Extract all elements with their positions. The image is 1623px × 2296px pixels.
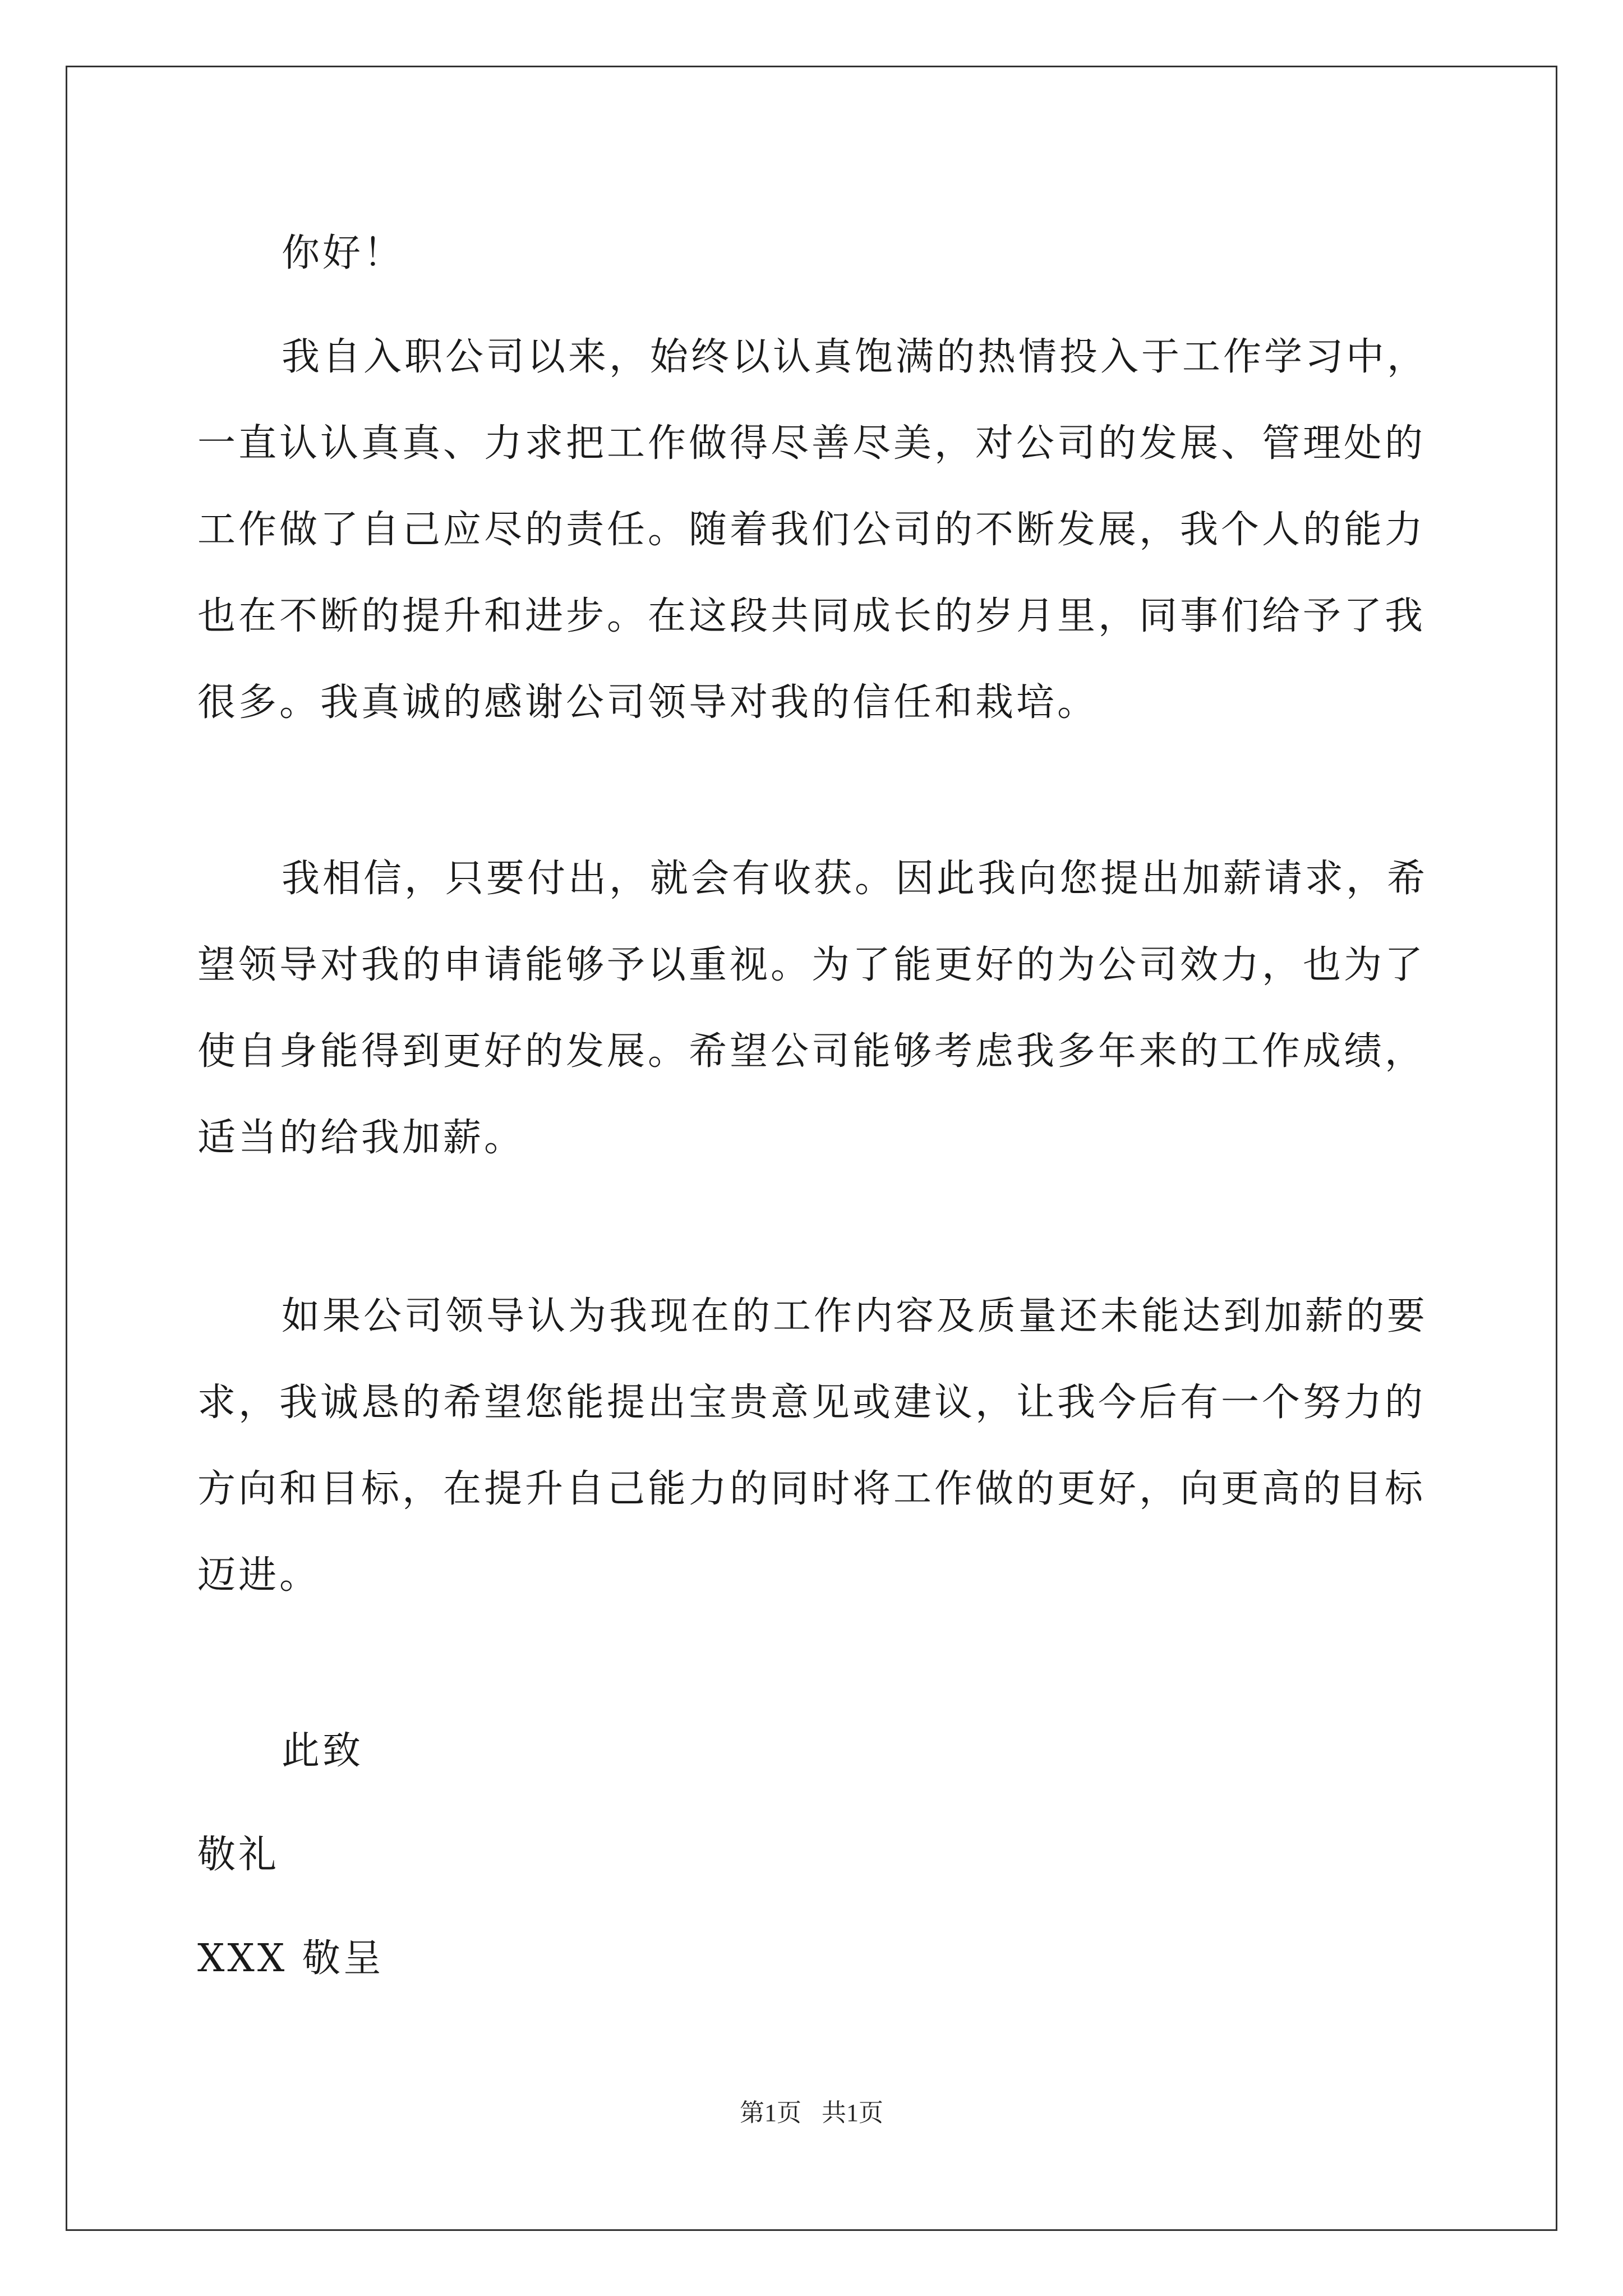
page-footer: [0, 2096, 1623, 2130]
paragraph-2-line: 望领导对我的申请能够予以重视。为了能更好的为公司效力，也为了: [197, 943, 1426, 987]
paragraph-1-line: 我自入职公司以来，始终以认真饱满的热情投入于工作学习中，: [282, 335, 1428, 379]
paragraph-1-line: 也在不断的提升和进步。在这段共同成长的岁月里，同事们给予了我: [197, 594, 1426, 638]
paragraph-2: [197, 836, 1437, 1181]
paragraph-1: [197, 314, 1437, 746]
page-number: 第1页: [740, 2099, 801, 2127]
paragraph-1-line: 工作做了自己应尽的责任。随着我们公司的不断发展，我个人的能力: [197, 508, 1426, 552]
paragraph-2-line: 使自身能得到更好的发展。希望公司能够考虑我多年来的工作成绩，: [197, 1029, 1426, 1074]
paragraph-2-line: 适当的给我加薪。: [197, 1116, 525, 1160]
paragraph-3-line: 求，我诚恳的希望您能提出宝贵意见或建议，让我今后有一个努力的: [197, 1381, 1426, 1425]
closing-salutation: 此致: [282, 1729, 364, 1773]
greeting: 你好！: [282, 231, 405, 275]
paragraph-3-line: 方向和目标，在提升自己能力的同时将工作做的更好，向更高的目标: [197, 1467, 1426, 1511]
paragraph-2-line: 我相信，只要付出，就会有收获。因此我向您提出加薪请求，希: [282, 857, 1428, 901]
paragraph-3-line: 迈进。: [197, 1553, 321, 1598]
paragraph-3: [197, 1273, 1437, 1619]
page-total: 共1页: [822, 2099, 883, 2127]
signature: XXX 敬呈: [197, 1936, 384, 1981]
paragraph-1-line: 很多。我真诚的感谢公司领导对我的信任和栽培。: [197, 680, 1099, 725]
paragraph-3-line: 如果公司领导认为我现在的工作内容及质量还未能达到加薪的要: [282, 1294, 1428, 1338]
closing-regards: 敬礼: [197, 1833, 280, 1877]
paragraph-1-line: 一直认认真真、力求把工作做得尽善尽美，对公司的发展、管理处的: [197, 421, 1426, 466]
